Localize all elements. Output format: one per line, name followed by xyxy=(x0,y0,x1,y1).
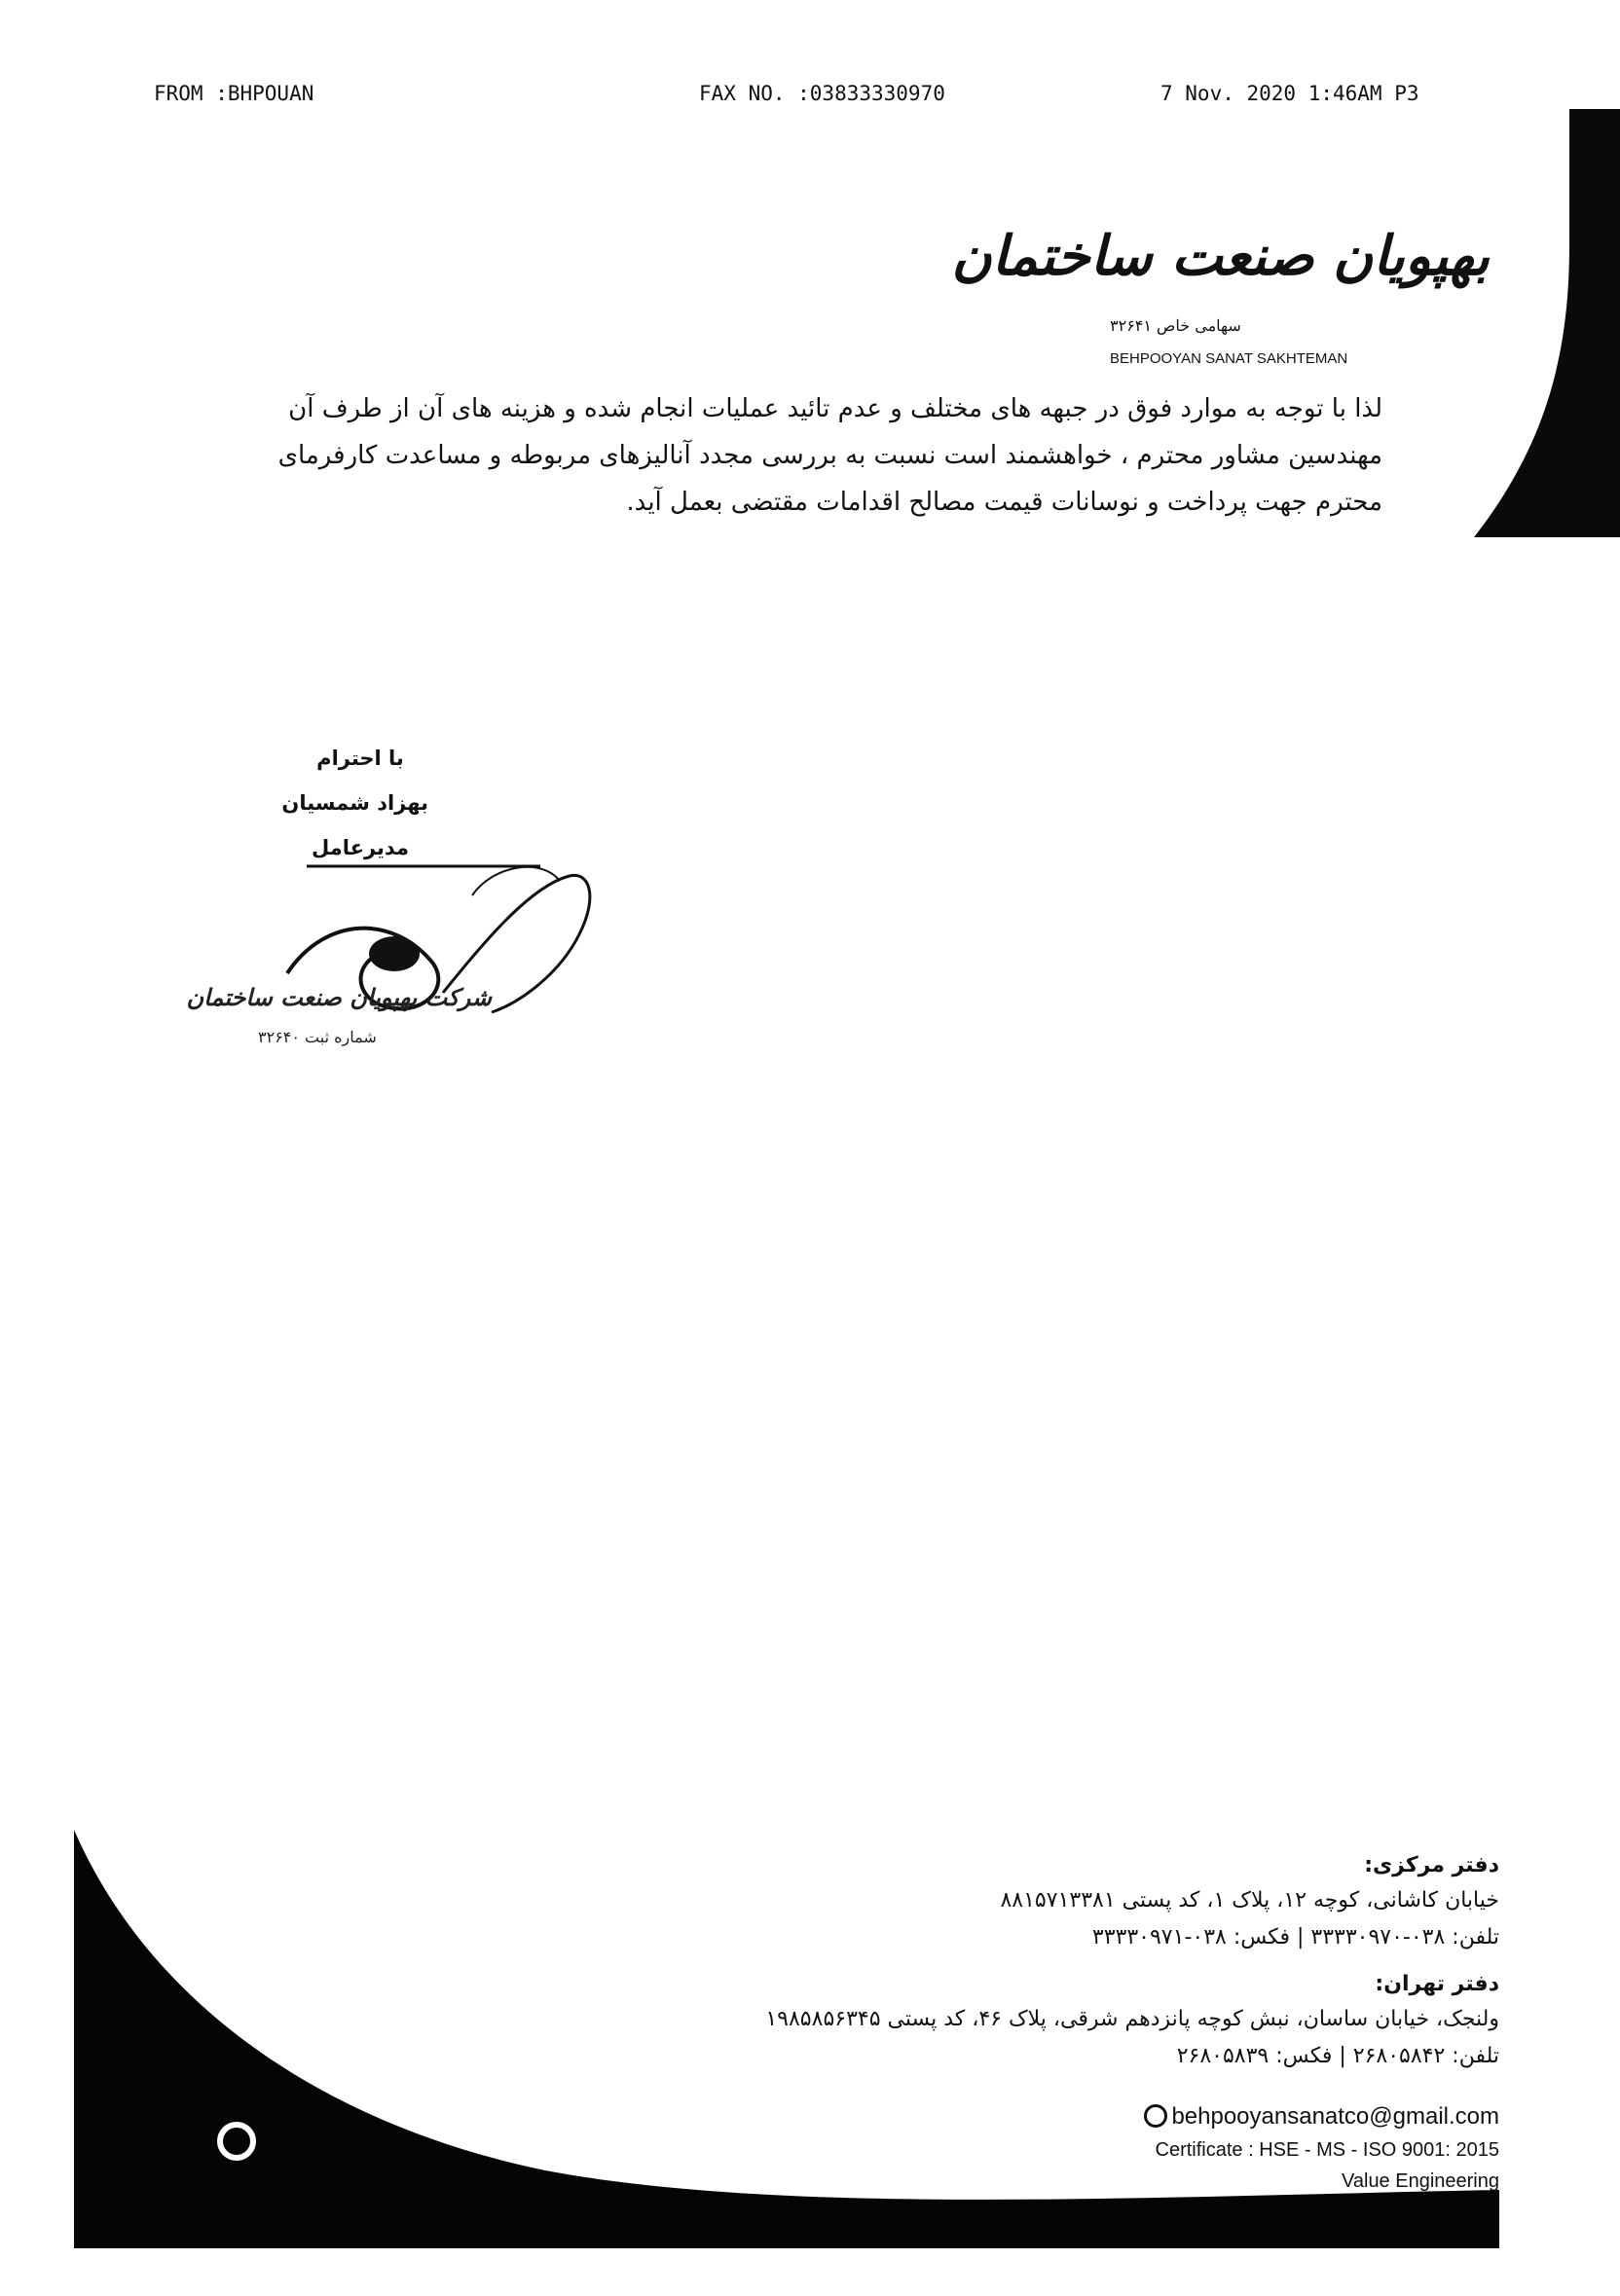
logo-name-en: BEHPOOYAN SANAT SAKHTEMAN xyxy=(1110,350,1348,367)
footer-contact-en xyxy=(1144,2099,1499,2197)
stamp-company-name: شرکت بهپویان صنعت ساختمان xyxy=(186,983,492,1011)
tehran-office-phone: تلفن: ۲۶۸۰۵۸۴۲ | فکس: ۲۶۸۰۵۸۳۹ xyxy=(1176,2044,1499,2068)
fax-date-time: 7 Nov. 2020 1:46AM P3 xyxy=(1160,82,1419,105)
letter-body xyxy=(277,385,1382,526)
value-engineering: Value Engineering xyxy=(1342,2170,1499,2192)
logo-registration: سهامی خاص ۳۲۶۴۱ xyxy=(1110,316,1241,335)
fax-number: FAX NO. :03833330970 xyxy=(699,82,945,105)
signer-name: بهزاد شمسیان xyxy=(281,791,428,815)
tehran-office-label: دفتر تهران: xyxy=(1375,1972,1499,1996)
logo-name-fa: بهپویان صنعت ساختمان xyxy=(951,224,1490,288)
footer-contact xyxy=(584,1849,1499,2075)
closing-regards: با احترام xyxy=(316,747,404,770)
body-line: مهندسین مشاور محترم ، خواهشمند است نسبت به بررسی مجدد آنالیزهای مربوطه و مساعدت کارفرمای xyxy=(277,441,1382,470)
fax-from: FROM :BHPOUAN xyxy=(154,82,314,105)
central-office-address: خیابان کاشانی، کوچه ۱۲، پلاک ۱، کد پستی ۸۸۱۵۷۱۳۳۸۱ xyxy=(1000,1888,1499,1913)
tehran-office-address: ولنجک، خیابان ساسان، نبش کوچه پانزدهم شرقی، پلاک ۴۶، کد پستی ۱۹۸۵۸۵۶۳۴۵ xyxy=(765,2007,1499,2031)
central-office-phone: تلفن: ۰۳۸-۳۳۳۳۰۹۷۰ | فکس: ۰۳۸-۳۳۳۳۰۹۷۱ xyxy=(1091,1925,1499,1950)
signer-title: مدیرعامل xyxy=(311,836,410,859)
signature-stamp xyxy=(186,856,618,1071)
stamp-registration: شماره ثبت ۳۲۶۴۰ xyxy=(258,1028,377,1046)
central-office-label: دفتر مرکزی: xyxy=(1364,1853,1499,1877)
closing-block xyxy=(281,736,428,870)
email-row xyxy=(1144,2099,1499,2134)
certificate: Certificate : HSE - MS - ISO 9001: 2015 xyxy=(1155,2139,1499,2161)
body-line: لذا با توجه به موارد فوق در جبهه های مختلف و عدم تائید عملیات انجام شده و هزینه های آن از طرف آن xyxy=(288,394,1382,423)
email-address: behpooyansanatco@gmail.com xyxy=(1171,2103,1499,2130)
email-icon xyxy=(1144,2104,1167,2128)
fax-header xyxy=(154,82,1495,111)
body-line: محترم جهت پرداخت و نوسانات قیمت مصالح اقدامات مقتضی بعمل آید. xyxy=(626,488,1382,517)
company-logo xyxy=(951,224,1490,380)
